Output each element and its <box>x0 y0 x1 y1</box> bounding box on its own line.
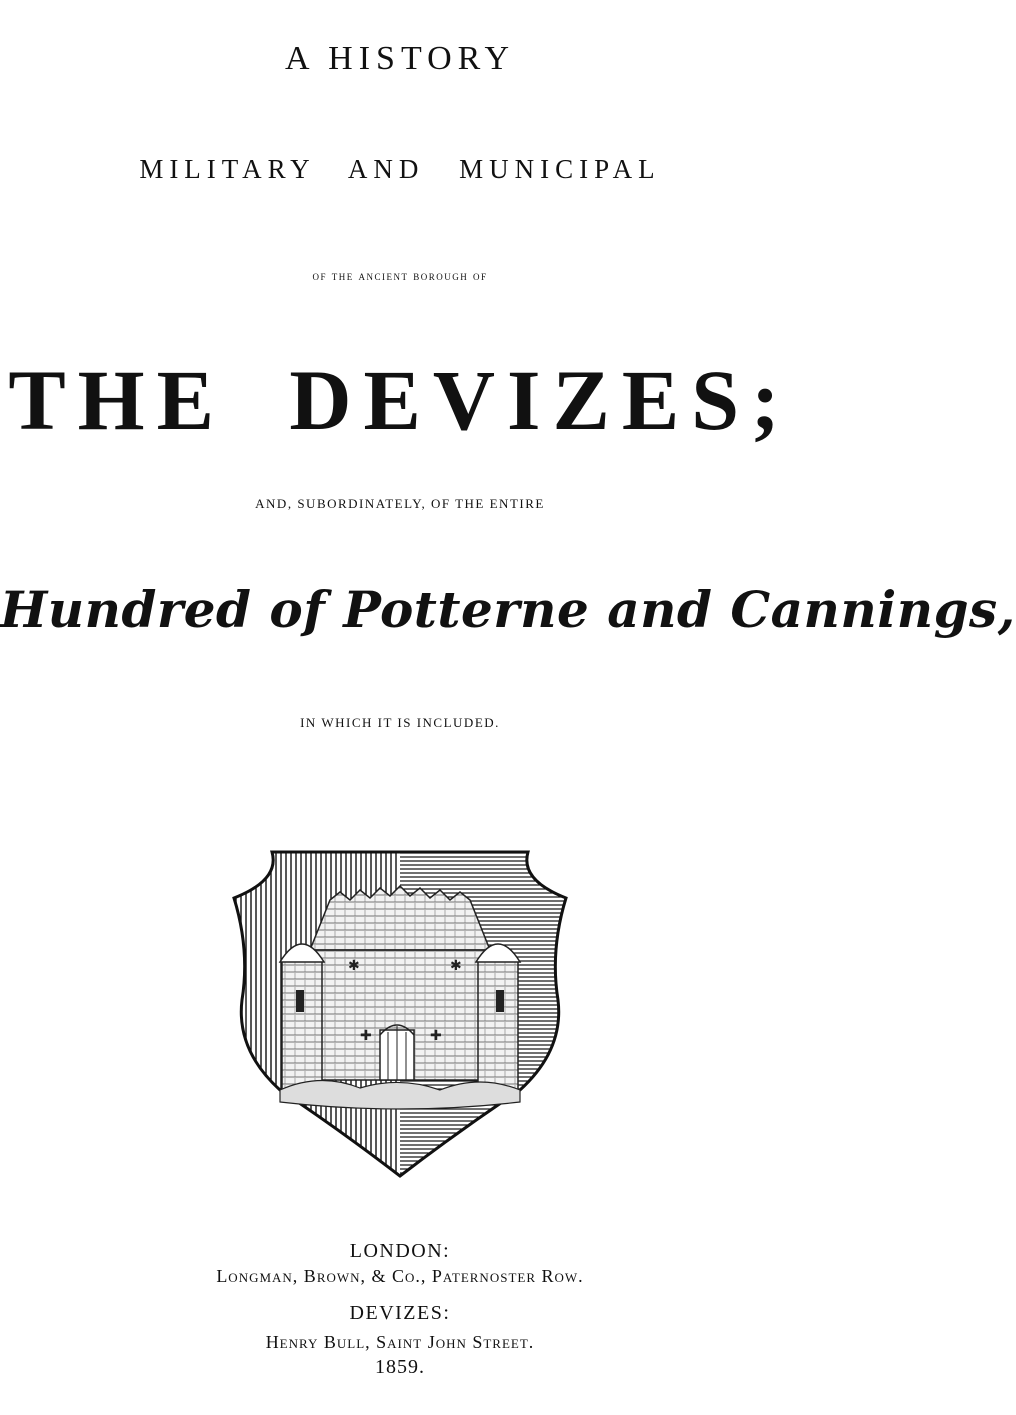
imprint-city-london: LONDON: <box>349 1240 451 1262</box>
title-line-hundred: Hundred of Potterne and Cannings, <box>0 580 1016 639</box>
title-line-history: A HISTORY <box>284 40 516 77</box>
imprint-publisher-london: Longman, Brown, & Co., Paternoster Row. <box>216 1266 584 1286</box>
svg-text:✚: ✚ <box>430 1028 442 1044</box>
title-line-subordinately: AND, SUBORDINATELY, OF THE ENTIRE <box>255 496 545 511</box>
svg-text:✚: ✚ <box>360 1028 372 1044</box>
svg-text:✱: ✱ <box>450 958 462 974</box>
imprint-publisher-devizes: Henry Bull, Saint John Street. <box>265 1332 535 1352</box>
imprint-year: 1859. <box>375 1356 425 1378</box>
title-line-ancient-borough: of the ancient borough of <box>312 268 488 283</box>
title-line-included: IN WHICH IT IS INCLUDED. <box>300 715 500 730</box>
svg-text:✱: ✱ <box>348 958 360 974</box>
title-line-military-municipal: MILITARY AND MUNICIPAL <box>139 154 661 184</box>
castle-shield-icon <box>220 840 580 1180</box>
imprint-city-devizes: DEVIZES: <box>349 1302 451 1324</box>
title-line-the-devizes: THE DEVIZES; <box>8 352 792 448</box>
